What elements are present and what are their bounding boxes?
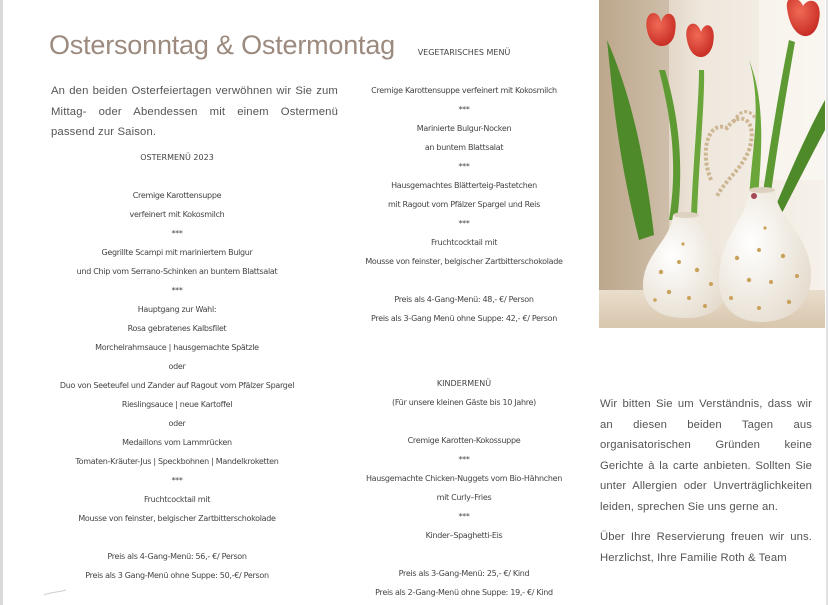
menu-line: mit Curly–Fries — [436, 493, 492, 502]
ostermenu-column — [51, 148, 303, 585]
menu-separator: *** — [171, 229, 183, 238]
menu-line: Cremige Karottensuppe verfeinert mit Kokosmilch — [371, 86, 557, 95]
reservation-notice — [600, 394, 812, 578]
menu-line: Gegrillte Scampi mit mariniertem Bulgur — [101, 248, 253, 257]
price-line: Preis als 3-Gang Menü ohne Suppe: 42,- €/ Person — [371, 314, 557, 323]
price-line: Preis als 3-Gang-Menü: 25,- €/ Kind — [398, 569, 530, 578]
menu-line: Fruchtcocktail mit — [143, 495, 211, 504]
vegetarian-column — [352, 43, 576, 328]
menu-line: Kinder–Spaghetti-Eis — [425, 531, 503, 540]
kids-column — [352, 374, 576, 602]
notice-paragraph: Wir bitten Sie um Verständnis, dass wir an diesen beiden Tagen aus organisatorischen Gründen keine Gerichte à la carte anbieten. Sollten Sie unter Allergien oder Unverträglichkeiten leiden, sprechen Sie uns gerne an. — [600, 398, 812, 513]
menu-line: an buntem Blattsalat — [424, 143, 504, 152]
menu-separator: *** — [458, 455, 470, 464]
menu-line: oder — [168, 419, 186, 428]
menu-line: Mousse von feinster, belgischer Zartbitterschokolade — [78, 514, 276, 523]
menu-line: Rosa gebratenes Kalbsfilet — [127, 324, 227, 333]
kids-subheading: (Für unsere kleinen Gäste bis 10 Jahre) — [392, 398, 536, 407]
tulip-vase-photo — [599, 0, 825, 328]
menu-line: Tomaten-Kräuter-Jus | Speckbohnen | Mandelkroketten — [75, 457, 279, 466]
menu-line: verfeinert mit Kokosmilch — [129, 210, 225, 219]
menu-line: Cremige Karottensuppe — [132, 191, 222, 200]
menu-line: Duo von Seeteufel und Zander auf Ragout vom Pfälzer Spargel — [59, 381, 295, 390]
price-line: Preis als 4-Gang-Menü: 48,- €/ Person — [394, 295, 534, 304]
menu-line: Hausgemachtes Blätterteig-Pastetchen — [391, 181, 537, 190]
intro-text: An den beiden Osterfeiertagen verwöhnen wir Sie zum Mittag- oder Abendessen mit einem Ostermenü passend zur Saison. — [51, 85, 338, 138]
menu-separator: *** — [171, 286, 183, 295]
menu-line: Hauptgang zur Wahl: — [137, 305, 217, 314]
page-edge-left — [0, 0, 3, 605]
menu-separator: *** — [458, 162, 470, 171]
menu-line: Mousse von feinster, belgischer Zartbitterschokolade — [365, 257, 563, 266]
menu-line: Rieslingsauce | neue Kartoffel — [121, 400, 233, 409]
menu-line: oder — [168, 362, 186, 371]
page-title: Ostersonntag & Ostermontag — [49, 30, 395, 60]
page-corner-mark — [42, 588, 68, 598]
menu-separator: *** — [458, 512, 470, 521]
menu-separator: *** — [171, 476, 183, 485]
menu-line: mit Ragout vom Pfälzer Spargel und Reis — [388, 200, 540, 209]
menu-line: Cremige Karotten-Kokossuppe — [407, 436, 521, 445]
price-line: Preis als 2-Gang-Menü ohne Suppe: 19,- €/ Kind — [375, 588, 553, 597]
menu-line: und Chip vom Serrano-Schinken an buntem Blattsalat — [76, 267, 278, 276]
notice-paragraph: Über Ihre Reservierung freuen wir uns. Herzlichst, Ihre Familie Roth & Team — [600, 531, 812, 564]
menu-line: Medaillons vom Lammrücken — [122, 438, 232, 447]
menu-line: Fruchtcocktail mit — [430, 238, 498, 247]
menu-line: Marinierte Bulgur-Nocken — [416, 124, 512, 133]
menu-line: Morchelrahmsauce | hausgemachte Spätzle — [95, 343, 259, 352]
kids-heading: KINDERMENÜ — [436, 379, 492, 388]
ostermenu-heading: OSTERMENÜ 2023 — [140, 153, 214, 162]
menu-separator: *** — [458, 105, 470, 114]
menu-line: Hausgemachte Chicken-Nuggets vom Bio-Hähnchen — [365, 474, 563, 483]
price-line: Preis als 3 Gang-Menü ohne Suppe: 50,-€/ Person — [85, 571, 269, 580]
menu-separator: *** — [458, 219, 470, 228]
vegetarian-heading: VEGETARISCHES MENÜ — [417, 48, 511, 57]
price-line: Preis als 4-Gang-Menü: 56,- €/ Person — [107, 552, 247, 561]
